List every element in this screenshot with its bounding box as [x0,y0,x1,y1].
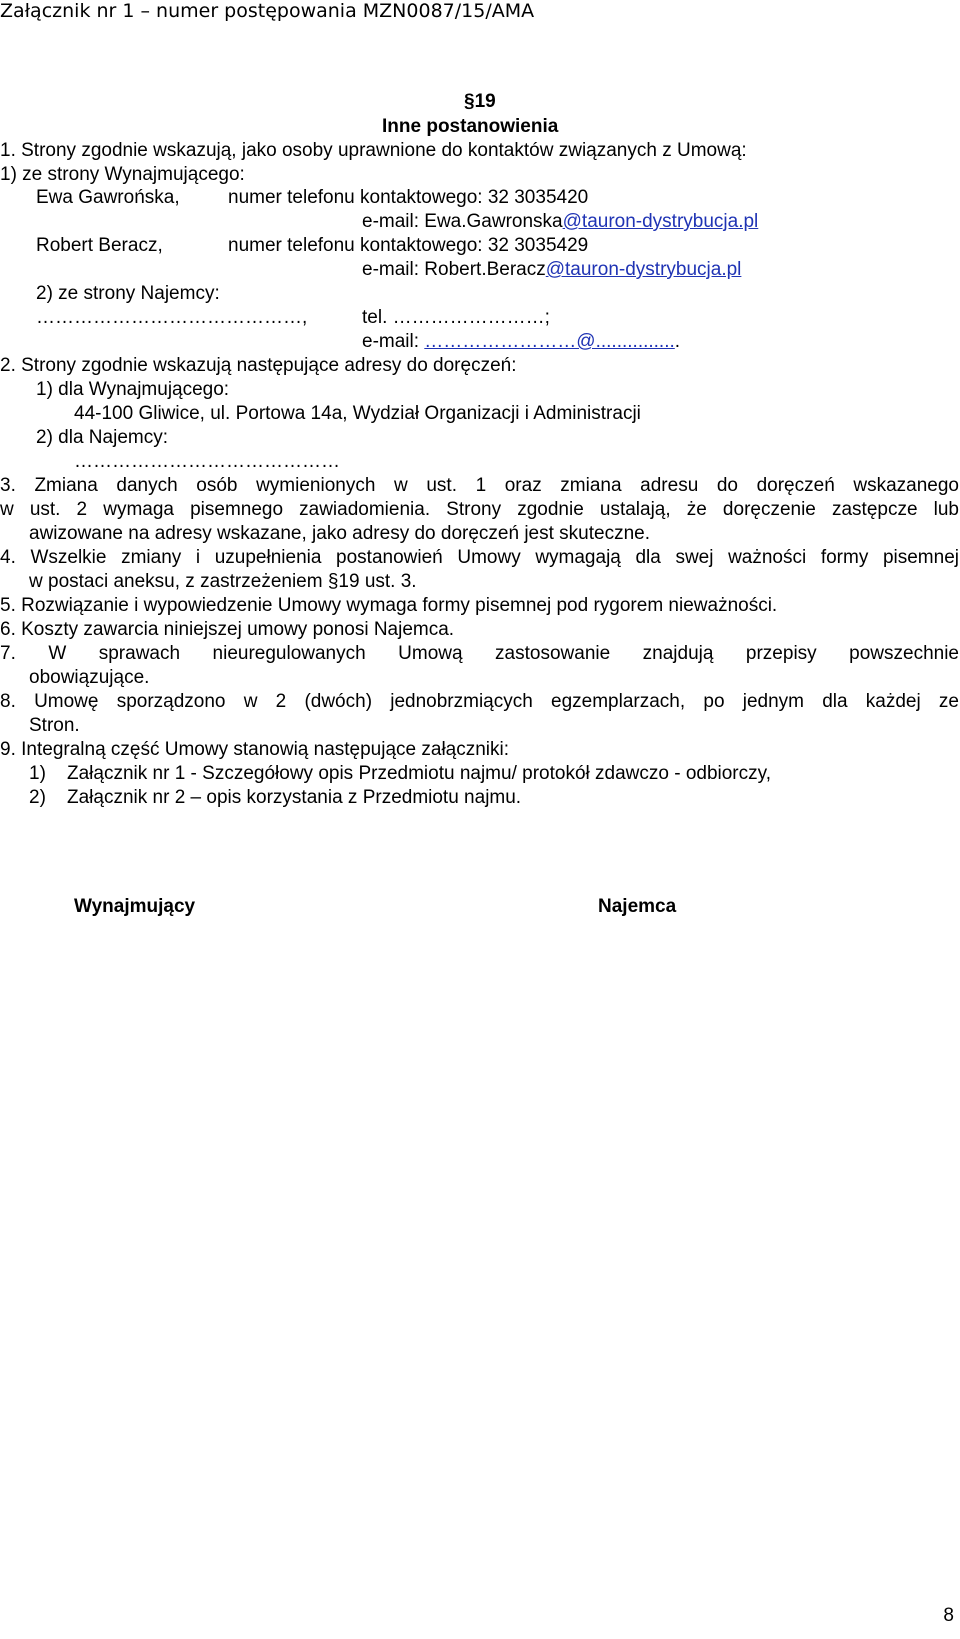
contact-2-email-link[interactable]: @tauron-dystrybucja.pl [545,259,742,280]
paragraph-7-line-2: obowiązujące. [29,667,150,688]
tenant-phone-prefix: tel. [362,307,393,328]
paragraph-2-sub-1: 1) dla Wynajmującego: [36,379,230,400]
contact-1-email [362,211,758,233]
contact-2-email [362,259,741,281]
tenant-email-end: . [674,331,681,352]
paragraph-9-lead: 9. Integralną część Umowy stanowią następujące załączniki: [0,739,510,760]
paragraph-1-lead: 1. Strony zgodnie wskazują, jako osoby uprawnione do kontaktów związanych z Umową: [0,140,747,161]
section-title: Inne postanowienia [382,116,559,137]
tenant-phone-blank: ……………………; [392,307,550,328]
section-number: §19 [464,91,496,112]
tenant-email-blank-link[interactable]: ……………………@............... [424,331,675,352]
paragraph-2-sub-2: 2) dla Najemcy: [36,427,168,448]
paragraph-6: 6. Koszty zawarcia niniejszej umowy ponosi Najemca. [0,619,455,640]
contact-1-email-link[interactable]: @tauron-dystrybucja.pl [562,211,759,232]
contact-1-name: Ewa Gawrońska, [36,187,180,208]
paragraph-3-line-2: w ust. 2 wymaga pisemnego zawiadomienia. Strony zgodnie ustalają, że doręczenie zastępcze lub [0,499,959,520]
paragraph-5: 5. Rozwiązanie i wypowiedzenie Umowy wymaga formy pisemnej pod rygorem nieważności. [0,595,778,616]
paragraph-2-lead: 2. Strony zgodnie wskazują następujące adresy do doręczeń: [0,355,517,376]
paragraph-8-line-2: Stron. [29,715,80,736]
paragraph-7-line-1: 7. W sprawach nieuregulowanych Umową zastosowanie znajdują przepisy powszechnie [0,643,959,664]
paragraph-3-line-1: 3. Zmiana danych osób wymienionych w ust. 1 oraz zmiana adresu do doręczeń wskazanego [0,475,959,496]
signature-tenant-label: Najemca [598,896,677,917]
landlord-address: 44-100 Gliwice, ul. Portowa 14a, Wydział Organizacji i Administracji [74,403,641,424]
page-number: 8 [943,1605,954,1626]
tenant-phone [362,307,550,329]
signature-landlord-label: Wynajmujący [74,896,196,917]
paragraph-4-line-1: 4. Wszelkie zmiany i uzupełnienia postanowień Umowy wymagają dla swej ważności formy pisemnej [0,547,959,568]
contact-2-email-prefix: e-mail: Robert.Beracz [362,259,546,280]
paragraph-1-sub-2: 2) ze strony Najemcy: [36,283,220,304]
tenant-email [362,331,680,353]
contact-2-phone: numer telefonu kontaktowego: 32 3035429 [228,235,589,256]
tenant-name-blank: ……………………………………, [36,307,308,328]
tenant-address-blank: …………………………………… [74,451,340,472]
contact-1-email-prefix: e-mail: Ewa.Gawronska [362,211,563,232]
paragraph-8-line-1: 8. Umowę sporządzono w 2 (dwóch) jednobrzmiących egzemplarzach, po jednym dla każdej ze [0,691,959,712]
paragraph-1-sub-1: 1) ze strony Wynajmującego: [0,164,245,185]
paragraph-4-line-2: w postaci aneksu, z zastrzeżeniem §19 ust. 3. [29,571,417,592]
tenant-email-prefix: e-mail: [362,331,425,352]
contact-2-name: Robert Beracz, [36,235,163,256]
attachment-1: 1) Załącznik nr 1 - Szczegółowy opis Przedmiotu najmu/ protokół zdawczo - odbiorczy, [29,763,772,784]
attachment-2: 2) Załącznik nr 2 – opis korzystania z Przedmiotu najmu. [29,787,522,808]
contact-1-phone: numer telefonu kontaktowego: 32 3035420 [228,187,589,208]
paragraph-3-line-3: awizowane na adresy wskazane, jako adresy do doręczeń jest skuteczne. [29,523,651,544]
page-header: Załącznik nr 1 – numer postępowania MZN0087/15/AMA [0,0,535,22]
